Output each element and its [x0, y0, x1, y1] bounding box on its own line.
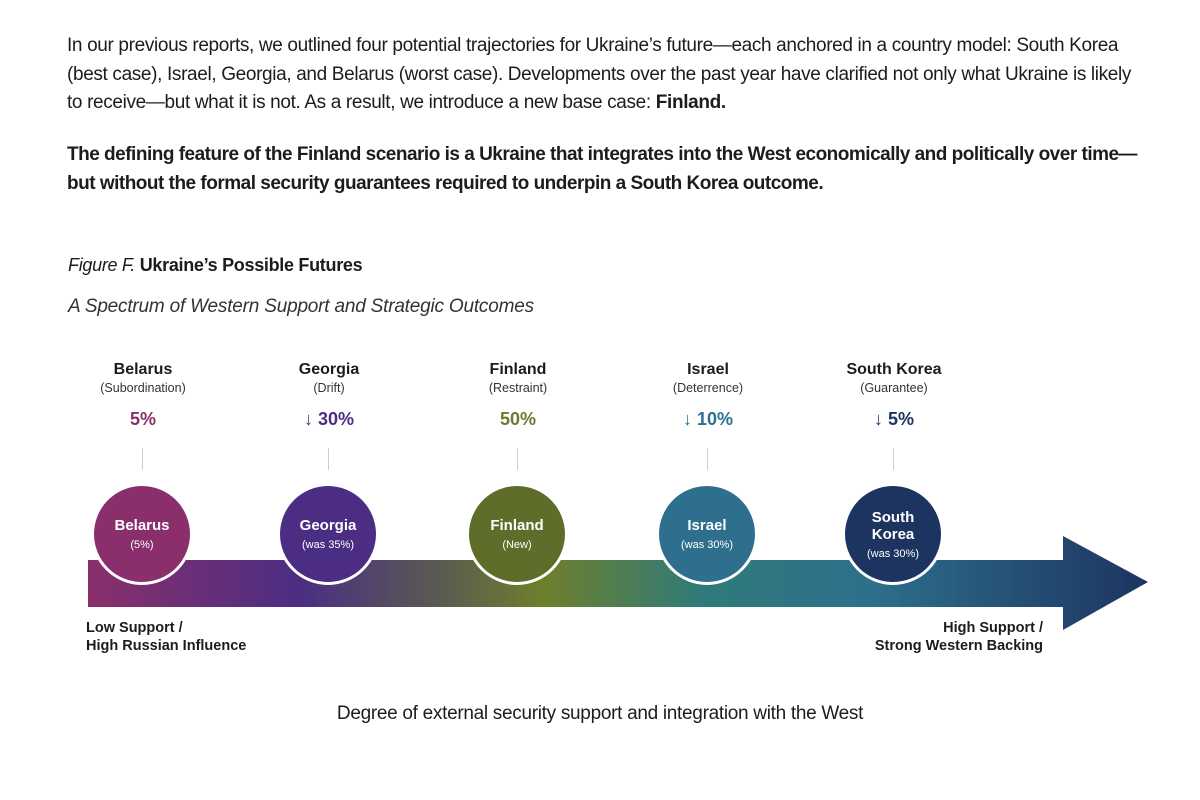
- low-support-label: [86, 619, 246, 655]
- scenario-probability: ↓ 10%: [682, 409, 734, 429]
- high-support-line-2: Strong Western Backing: [874, 638, 1043, 654]
- circle-name: Israel: [687, 517, 727, 534]
- circle-name: Finland: [490, 517, 544, 534]
- connector-line: [142, 448, 143, 470]
- scenario-descriptor: (Guarantee): [860, 381, 928, 395]
- high-support-label: [875, 619, 1043, 655]
- low-support-line-2: High Russian Influence: [86, 638, 247, 654]
- scenario-probability: 50%: [499, 409, 537, 429]
- circle-note: (New): [502, 539, 532, 551]
- circle-note: (5%): [130, 539, 154, 551]
- low-support-line-1: Low Support /: [86, 620, 183, 636]
- connector-line: [328, 448, 329, 470]
- scenario-circle-israel: [656, 483, 758, 585]
- scenario-descriptor: (Restraint): [488, 381, 548, 395]
- scenario-circle-south-korea: [842, 483, 944, 585]
- spectrum-arrow-shape: [88, 536, 1148, 630]
- circle-name: Georgia: [299, 517, 357, 534]
- scenario-label-georgia: [239, 360, 419, 430]
- figure-title: Ukraine’s Possible Futures: [139, 255, 363, 275]
- circle-note: (was 30%): [867, 547, 919, 560]
- circle-name: South Korea: [871, 508, 915, 543]
- axis-caption: Degree of external security support and integration with the West: [336, 703, 864, 724]
- high-support-line-1: High Support /: [943, 620, 1043, 636]
- intro-text: In our previous reports, we outlined four potential trajectories for Ukraine’s future—each anchored in a country model: South Korea (best case), Israel, Georgia, and Belarus (worst case). Developments over the past year have clarified not only what Ukraine is likely to receive—but what it is not. As a result, we introduce a new base case:: [67, 35, 1132, 113]
- figure-prefix: Figure F.: [68, 255, 135, 275]
- scenario-circle-finland: [466, 483, 568, 585]
- connector-line: [517, 448, 518, 470]
- scenario-label-belarus: [53, 360, 233, 430]
- scenario-probability: 5%: [129, 409, 156, 429]
- scenario-probability: ↓ 5%: [873, 409, 915, 429]
- scenario-descriptor: (Deterrence): [672, 381, 744, 395]
- scenario-name: South Korea: [846, 361, 942, 378]
- scenario-circle-belarus: [91, 483, 193, 585]
- scenario-name: Belarus: [113, 361, 173, 378]
- scenario-descriptor: (Subordination): [100, 381, 186, 395]
- connector-line: [707, 448, 708, 470]
- scenario-name: Israel: [687, 361, 729, 378]
- scenario-label-israel: [618, 360, 798, 430]
- scenario-label-south-korea: [804, 360, 984, 430]
- circle-note: (was 30%): [681, 539, 733, 551]
- scenario-name: Finland: [489, 361, 547, 378]
- scenario-label-finland: [428, 360, 608, 430]
- circle-note: (was 35%): [302, 539, 354, 551]
- intro-bold-end: Finland.: [655, 92, 726, 113]
- scenario-descriptor: (Drift): [313, 381, 345, 395]
- scenario-circle-georgia: [277, 483, 379, 585]
- scenario-name: Georgia: [298, 361, 360, 378]
- figure-subtitle: A Spectrum of Western Support and Strategic Outcomes: [68, 296, 534, 317]
- scenario-probability: ↓ 30%: [303, 409, 355, 429]
- thesis-paragraph: The defining feature of the Finland scenario is a Ukraine that integrates into the West economically and politically over time—but without the formal security guarantees required to underpin a South Korea outcome.: [67, 144, 1138, 194]
- circle-name: Belarus: [114, 517, 170, 534]
- connector-line: [893, 448, 894, 470]
